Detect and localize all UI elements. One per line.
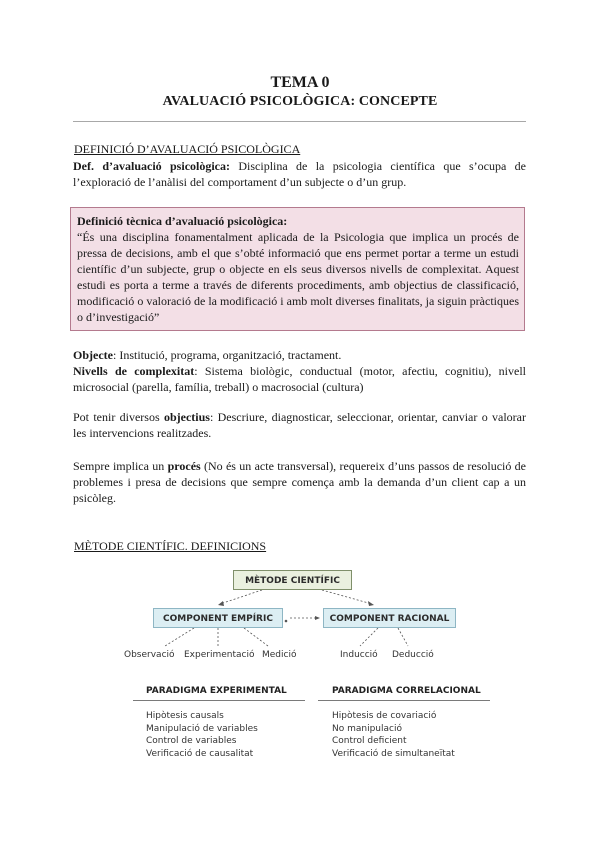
diagram-label-deduccio: Deducció [392,650,434,660]
list-item: Hipòtesis causals [146,711,224,721]
objecte-term: Objecte [73,348,113,362]
document-subtitle: AVALUACIÓ PSICOLÒGICA: CONCEPTE [162,94,438,109]
section-heading-definicio: DEFINICIÓ D’AVALUACIÓ PSICOLÒGICA [74,142,301,156]
diagram-label-observacio: Observació [124,650,175,660]
definition-text: Disciplina de la psicologia científica que s’ocupa de l’exploració de l’anàlisi del comportament d’un subjecte o d’un grup. [73,159,526,189]
arrowhead-empiric [218,601,224,606]
objectius-text: : Descriure, diagnosticar, seleccionar, orientar, canviar o valorar les intervencions realitzades. [73,410,527,440]
list-item: No manipulació [332,723,402,734]
diagram-label-induccio: Inducció [340,650,378,660]
objectius-pre: Pot tenir diversos [73,410,164,424]
connector-empiric-obs [165,628,194,646]
list-item: Control de variables [146,736,237,746]
diagram-label-medicio: Medició [262,650,297,660]
callout-text: “És una disciplina fonamentalment aplicada de la Psicologia que implica un procés de pressa de decisions, amb el que s’obté informació que ens permet portar a terme un estudi científic d’un subjecte, grup o objecte en els seus diversos nivells de complexitat. Aquest estudi es porta a terme a través de diferents procediments, amb objectius de classificació, modificació o valoració de la modificació i amb molt diverses finalitats, ja siguin pràctiques o d’investigació” [77,230,519,324]
list-item: Verificació de simultaneïtat [332,748,455,759]
connector-root-empiric [220,590,262,604]
paradigm-correlacional-list [332,710,455,760]
objectius-term: objectius [163,410,210,424]
definition-term: Def. d’avaluació psicològica: [73,159,231,173]
link-dot [285,620,288,623]
paradigm-experimental-title: PARADIGMA EXPERIMENTAL [146,686,287,696]
diagram-root-box: MÈTODE CIENTÍFIC [233,570,352,590]
connector-empiric-med [244,628,268,646]
connector-root-racional [322,590,372,604]
paradigm-correlacional-rule [318,700,490,701]
connector-racional-ded [398,628,408,646]
proces-term: procés [167,459,201,473]
list-item: Verificació de causalitat [146,748,254,759]
objecte-text: : Institució, programa, organització, tractament. [112,348,342,362]
paradigm-correlacional-title: PARADIGMA CORRELACIONAL [332,686,481,696]
document-title: TEMA 0 [270,74,330,91]
list-item: Hipòtesis de covariació [332,711,437,721]
paradigm-experimental-list [146,710,258,760]
list-item: Manipulació de variables [146,723,258,734]
arrowhead-racional [368,601,374,606]
diagram-racional-box: COMPONENT RACIONAL [323,608,456,628]
diagram-label-experimentacio: Experimentació [184,650,255,660]
proces-text: (No és un acte transversal), requereix d’uns passos de resolució de problemes i presa de decisions que sempre comença amb la demanda d’un client cap a un psicòleg. [73,459,526,505]
arrowhead-link [315,616,320,620]
paradigm-experimental-rule [133,700,305,701]
list-item: Control deficient [332,736,407,746]
proces-pre: Sempre implica un [73,459,168,473]
callout-title: Definició tècnica d’avaluació psicològica: [77,214,288,228]
section-heading-metode: MÈTODE CIENTÍFIC. DEFINICIONS [74,539,267,553]
nivells-text: : Sistema biològic, conductual (motor, afectiu, cognitiu), nivell microsocial (parella, família, treball) o macrosocial (cultura) [73,364,526,394]
connector-racional-ind [360,628,378,646]
nivells-term: Nivells de complexitat [73,364,195,378]
diagram-empiric-box: COMPONENT EMPÍRIC [153,608,283,628]
